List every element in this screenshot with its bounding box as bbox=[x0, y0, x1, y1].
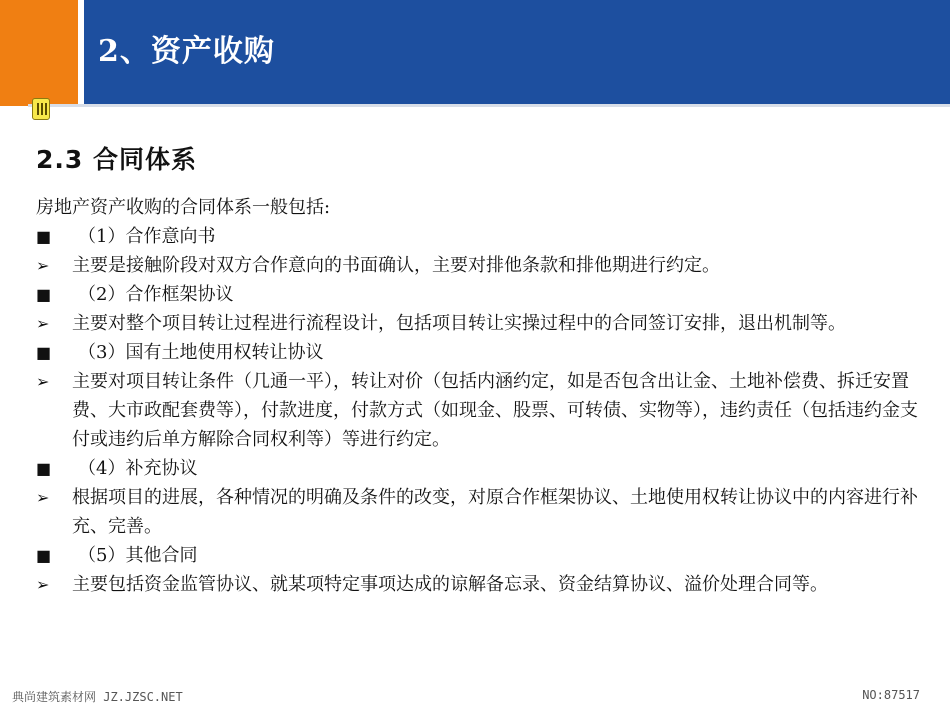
list-item-heading bbox=[36, 222, 926, 251]
watermark-number: NO:87517 bbox=[862, 688, 920, 702]
item-detail: 根据项目的进展，各种情况的明确及条件的改变，对原合作框架协议、土地使用权转让协议中的内容进行补充、完善。 bbox=[72, 487, 918, 537]
header-divider bbox=[28, 104, 950, 107]
watermark-site: 典尚建筑素材网 JZ.JZSC.NET bbox=[12, 690, 183, 704]
square-bullet-icon: ■ bbox=[36, 343, 52, 362]
square-bullet-icon: ■ bbox=[36, 227, 52, 246]
item-detail: 主要对项目转让条件（几通一平），转让对价（包括内涵约定，如是否包含出让金、土地补偿费、拆迁安置费、大市政配套费等），付款进度，付款方式（如现金、股票、可转债、实物等），违约责任（包括违约金支付或违约后单方解除合同权利等）等进行约定。 bbox=[72, 371, 918, 450]
item-heading: （4）补充协议 bbox=[78, 458, 198, 479]
list-item-heading bbox=[36, 454, 926, 483]
square-bullet-icon: ■ bbox=[36, 459, 52, 478]
list-item-heading bbox=[36, 338, 926, 367]
slide-body bbox=[36, 193, 926, 599]
arrow-bullet-icon: ➢ bbox=[36, 575, 50, 594]
arrow-bullet-icon: ➢ bbox=[36, 314, 50, 333]
item-detail: 主要包括资金监管协议、就某项特定事项达成的谅解备忘录、资金结算协议、溢价处理合同等。 bbox=[72, 574, 828, 595]
square-bullet-icon: ■ bbox=[36, 546, 52, 565]
square-bullet-icon: ■ bbox=[36, 285, 52, 304]
arrow-bullet-icon: ➢ bbox=[36, 488, 50, 507]
item-heading: （5）其他合同 bbox=[78, 545, 198, 566]
list-item-detail bbox=[36, 367, 926, 454]
item-detail: 主要是接触阶段对双方合作意向的书面确认，主要对排他条款和排他期进行约定。 bbox=[72, 255, 720, 276]
list-item-detail bbox=[36, 483, 926, 541]
list-item-detail bbox=[36, 570, 926, 599]
arrow-bullet-icon: ➢ bbox=[36, 256, 50, 275]
notebook-icon bbox=[32, 98, 50, 120]
item-heading: （3）国有土地使用权转让协议 bbox=[78, 342, 324, 363]
header-accent-block bbox=[0, 0, 78, 106]
list-item-heading bbox=[36, 280, 926, 309]
page-title: 2、资产收购 bbox=[98, 34, 275, 69]
list-item-heading bbox=[36, 541, 926, 570]
list-item-detail bbox=[36, 309, 926, 338]
item-heading: （2）合作框架协议 bbox=[78, 284, 234, 305]
intro-text: 房地产资产收购的合同体系一般包括: bbox=[36, 197, 331, 218]
arrow-bullet-icon: ➢ bbox=[36, 372, 50, 391]
item-detail: 主要对整个项目转让过程进行流程设计，包括项目转让实操过程中的合同签订安排，退出机制等。 bbox=[72, 313, 846, 334]
item-heading: （1）合作意向书 bbox=[78, 226, 216, 247]
list-item-detail bbox=[36, 251, 926, 280]
section-title: 2.3 合同体系 bbox=[36, 145, 197, 174]
